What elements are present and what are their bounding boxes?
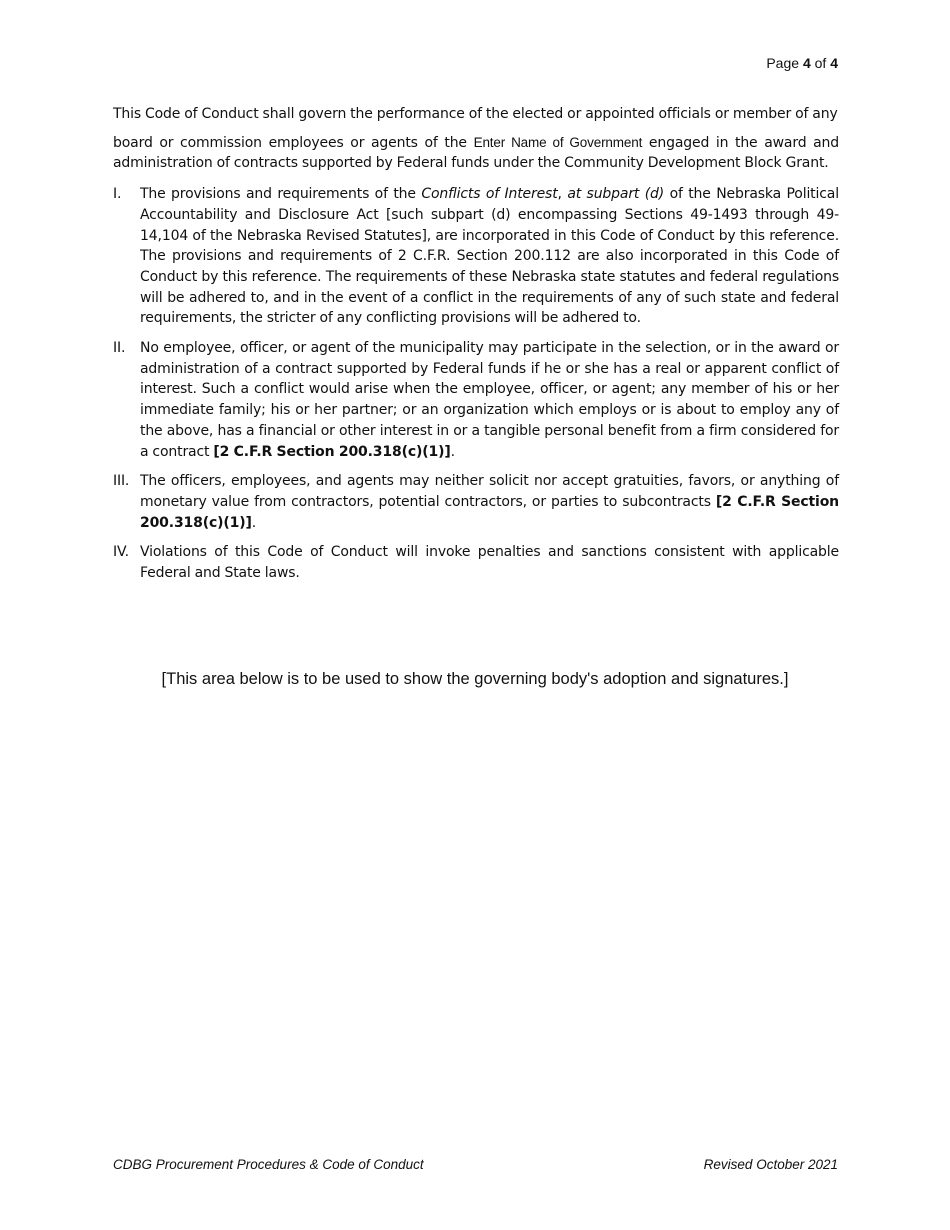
item-3-citation: [2 C.F.R Section 200.318(c)(1)] xyxy=(140,493,839,531)
footer-document-title: CDBG Procurement Procedures & Code of Conduct xyxy=(113,1157,424,1172)
list-item-1 xyxy=(113,184,839,329)
item-4-text: Violations of this Code of Conduct will invoke penalties and sanctions consistent with applicable Federal and State laws. xyxy=(140,544,839,582)
page-number xyxy=(766,55,838,71)
item-3-period: . xyxy=(251,514,257,531)
footer-revision-date: Revised October 2021 xyxy=(703,1157,838,1172)
document-body xyxy=(113,104,839,593)
item-1-text-pre: The provisions and requirements of the xyxy=(140,186,416,203)
item-1-italic-subpart: at subpart (d) xyxy=(567,186,665,203)
intro-line-1: This Code of Conduct shall govern the performance of the elected or appointed officials or member of any xyxy=(113,106,838,122)
list-item-2 xyxy=(113,338,839,462)
signature-area-notice: [This area below is to be used to show the governing body's adoption and signatures.] xyxy=(161,670,789,688)
intro-line-2-pre: board or commission employees or agents of the xyxy=(113,134,467,151)
item-3-text: The officers, employees, and agents may neither solicit nor accept gratuities, favors, or anything of monetary value from contractors, potential contractors, or parties to subcontracts xyxy=(140,473,839,510)
list-numeral: IV. xyxy=(113,544,129,561)
item-1-italic-conflicts: Conflicts of Interest xyxy=(421,186,558,203)
intro-line-2-post: engaged in the award and administration of contracts supported by Federal funds under the Community Development Block Grant. xyxy=(113,134,840,172)
page-total: 4 xyxy=(830,55,838,71)
list-item-text xyxy=(140,471,839,533)
list-numeral: III. xyxy=(113,473,130,490)
list-item-text xyxy=(140,184,839,329)
page-current: 4 xyxy=(802,55,811,71)
item-2-citation: [2 C.F.R Section 200.318(c)(1)] xyxy=(213,443,451,460)
item-1-comma: , xyxy=(557,186,562,203)
list-item-4 xyxy=(113,542,839,583)
item-1-text-post: of the Nebraska Political Accountability and Disclosure Act [such subpart (d) encompassing Sections 49-1493 through 49-14,104 of the Nebraska Revised Statutes], are incorporated in this Code of Conduct by this reference. The provisions and requirements of 2 C.F.R. Section 200.112 are also incorporated in this Code of Conduct by this reference. The requirements of these Nebraska state statutes and federal regulations will be adhered to, and in the event of a conflict in the requirements of any of such state and federal requirements, the stricter of any conflicting provisions will be adhered to. xyxy=(140,186,839,327)
page-of: of xyxy=(814,55,827,71)
government-name-field[interactable]: Enter Name of Government xyxy=(473,134,643,150)
page-label: Page xyxy=(766,55,800,71)
list-numeral: I. xyxy=(113,186,122,203)
item-2-period: . xyxy=(450,443,455,460)
list-item-text xyxy=(140,338,839,462)
list-item-3 xyxy=(113,471,839,533)
intro-paragraph xyxy=(113,133,839,174)
item-2-text: No employee, officer, or agent of the municipality may participate in the selection, or in the award or administration of a contract supported by Federal funds if he or she has a real or apparent conflict of interest. Such a conflict would arise when the employee, officer, or agent; any member of his or her immediate family; his or her partner; or an organization which employs or is about to employ any of the above, has a financial or other interest in or a tangible personal benefit from a firm considered for a contract xyxy=(140,340,839,460)
list-numeral: II. xyxy=(113,340,126,357)
